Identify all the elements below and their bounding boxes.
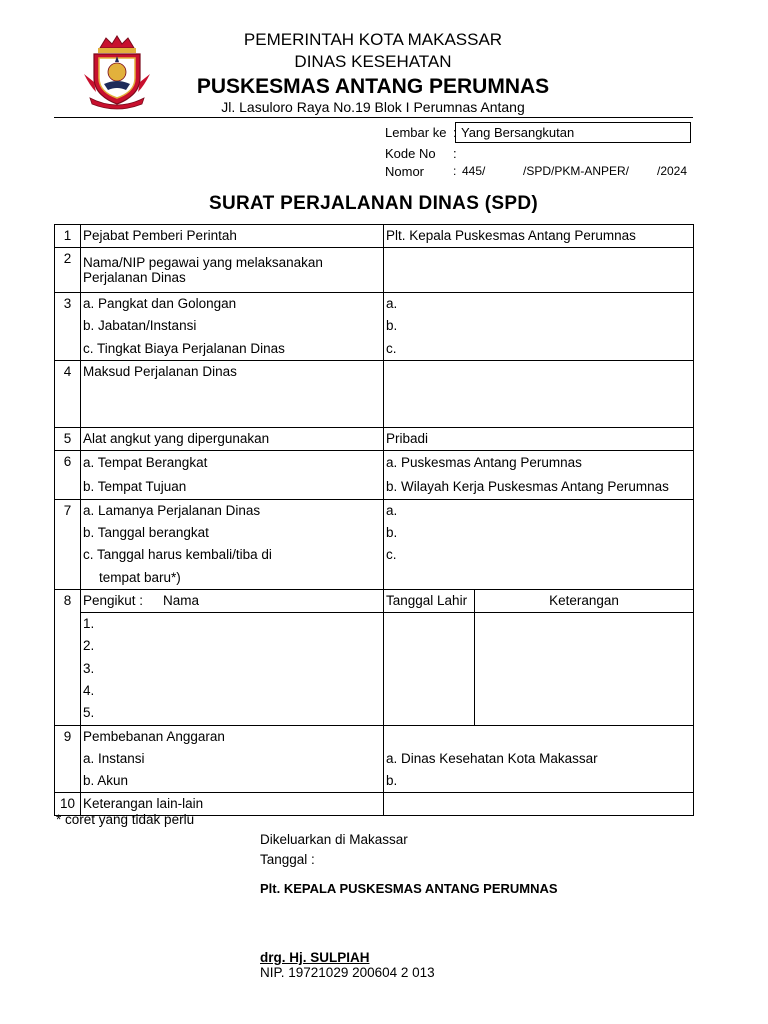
table-row	[55, 613, 694, 725]
row-subvalue: b.	[386, 318, 398, 334]
nomor-colon: :	[453, 164, 457, 178]
issued-at: Dikeluarkan di Makassar	[260, 832, 408, 847]
lembar-label: Lembar ke	[385, 125, 447, 140]
table-row	[55, 450, 694, 499]
list-item: 2.	[83, 638, 95, 654]
pengikut-label: Pengikut :	[83, 593, 144, 609]
table-row	[55, 225, 694, 248]
keterangan-cell	[475, 613, 694, 725]
row-subvalue: a.	[386, 296, 398, 311]
row-value	[384, 450, 694, 499]
signer-nip: NIP. 19721029 200604 2 013	[260, 965, 435, 980]
date-label: Tanggal :	[260, 852, 315, 867]
tanggal-lahir-header: Tanggal Lahir	[384, 590, 475, 613]
row-label	[81, 590, 384, 613]
row-value	[384, 725, 694, 793]
table-row	[55, 590, 694, 613]
row-sublabel: tempat baru*)	[99, 569, 181, 585]
row-subvalue: c.	[386, 547, 397, 563]
row-label: Nama/NIP pegawai yang melaksanakan Perjalanan Dinas	[81, 248, 384, 293]
nomor-label: Nomor	[385, 164, 425, 179]
signer-name: drg. Hj. SULPIAH	[260, 950, 370, 965]
nomor-part1: 445/	[462, 164, 486, 178]
row-number: 4	[55, 360, 81, 427]
row-number: 10	[55, 793, 81, 816]
header-institution: PUSKESMAS ANTANG PERUMNAS	[196, 75, 550, 98]
footnote: * coret yang tidak perlu	[56, 812, 195, 827]
row-number: 7	[55, 499, 81, 589]
header-department: DINAS KESEHATAN	[294, 52, 452, 71]
row-subvalue: a. Dinas Kesehatan Kota Makassar	[386, 750, 598, 766]
row-label	[81, 725, 384, 793]
document-title: SURAT PERJALANAN DINAS (SPD)	[209, 193, 538, 214]
row-sublabel: c. Tingkat Biaya Perjalanan Dinas	[83, 340, 285, 356]
list-item: 3.	[83, 660, 95, 676]
row-label: Alat angkut yang dipergunakan	[81, 427, 384, 450]
row-label	[81, 499, 384, 589]
spd-table	[54, 224, 694, 816]
row-value: Plt. Kepala Puskesmas Antang Perumnas	[384, 225, 694, 248]
row-subvalue	[386, 726, 691, 748]
row-subvalue: b. Wilayah Kerja Puskesmas Antang Perumnas	[386, 478, 669, 494]
table-row	[55, 293, 694, 361]
row-sublabel: b. Jabatan/Instansi	[83, 318, 197, 334]
row-value	[384, 499, 694, 589]
row-number: 2	[55, 248, 81, 293]
tanggal-lahir-cell	[384, 613, 475, 725]
table-row	[55, 725, 694, 793]
row-sublabel: b. Tanggal berangkat	[83, 525, 209, 541]
row-sublabel: a. Pangkat dan Golongan	[83, 296, 237, 311]
row-label	[81, 293, 384, 361]
row-value	[384, 793, 694, 816]
row-label: Keterangan lain-lain	[81, 793, 384, 816]
header-government: PEMERINTAH KOTA MAKASSAR	[243, 30, 503, 49]
row-sublabel: a. Instansi	[83, 750, 145, 766]
header-divider	[54, 117, 693, 118]
list-item: 5.	[83, 705, 95, 721]
row-subvalue: b.	[386, 773, 398, 789]
row-label	[81, 450, 384, 499]
row-label: Maksud Perjalanan Dinas	[81, 360, 384, 427]
row-number: 5	[55, 427, 81, 450]
pengikut-list	[81, 613, 384, 725]
row-sublabel: Pembebanan Anggaran	[83, 728, 225, 744]
row-sublabel: b. Tempat Tujuan	[83, 478, 187, 494]
keterangan-header: Keterangan	[475, 590, 694, 613]
lembar-colon: :	[453, 125, 457, 140]
nomor-part3: /2024	[657, 164, 688, 178]
row-value	[384, 293, 694, 361]
table-row	[55, 248, 694, 293]
row-value: Pribadi	[384, 427, 694, 450]
row-value	[384, 248, 694, 293]
row-number: 1	[55, 225, 81, 248]
table-row	[55, 360, 694, 427]
row-sublabel: a. Tempat Berangkat	[83, 454, 208, 470]
row-label: Pejabat Pemberi Perintah	[81, 225, 384, 248]
nama-header: Nama	[163, 593, 200, 609]
list-item: 1.	[83, 616, 95, 632]
official-title: Plt. KEPALA PUSKESMAS ANTANG PERUMNAS	[260, 881, 558, 896]
row-number: 8	[55, 590, 81, 725]
table-row	[55, 499, 694, 589]
kode-colon: :	[453, 146, 457, 161]
row-sublabel: c. Tanggal harus kembali/tiba di	[83, 547, 272, 563]
lembar-value: Yang Bersangkutan	[461, 125, 575, 140]
header-address: Jl. Lasuloro Raya No.19 Blok I Perumnas Antang	[221, 99, 525, 115]
kode-label: Kode No	[385, 146, 436, 161]
row-subvalue: c.	[386, 340, 397, 356]
row-subvalue: a.	[386, 502, 398, 518]
nomor-part2: /SPD/PKM-ANPER/	[523, 164, 630, 178]
row-number: 6	[55, 450, 81, 499]
table-row	[55, 427, 694, 450]
row-value	[384, 360, 694, 427]
row-number: 3	[55, 293, 81, 361]
row-number: 9	[55, 725, 81, 793]
row-subvalue: a. Puskesmas Antang Perumnas	[386, 454, 582, 470]
row-sublabel: b. Akun	[83, 773, 129, 789]
row-subvalue: b.	[386, 525, 398, 541]
list-item: 4.	[83, 682, 95, 698]
row-sublabel: a. Lamanya Perjalanan Dinas	[83, 502, 261, 518]
